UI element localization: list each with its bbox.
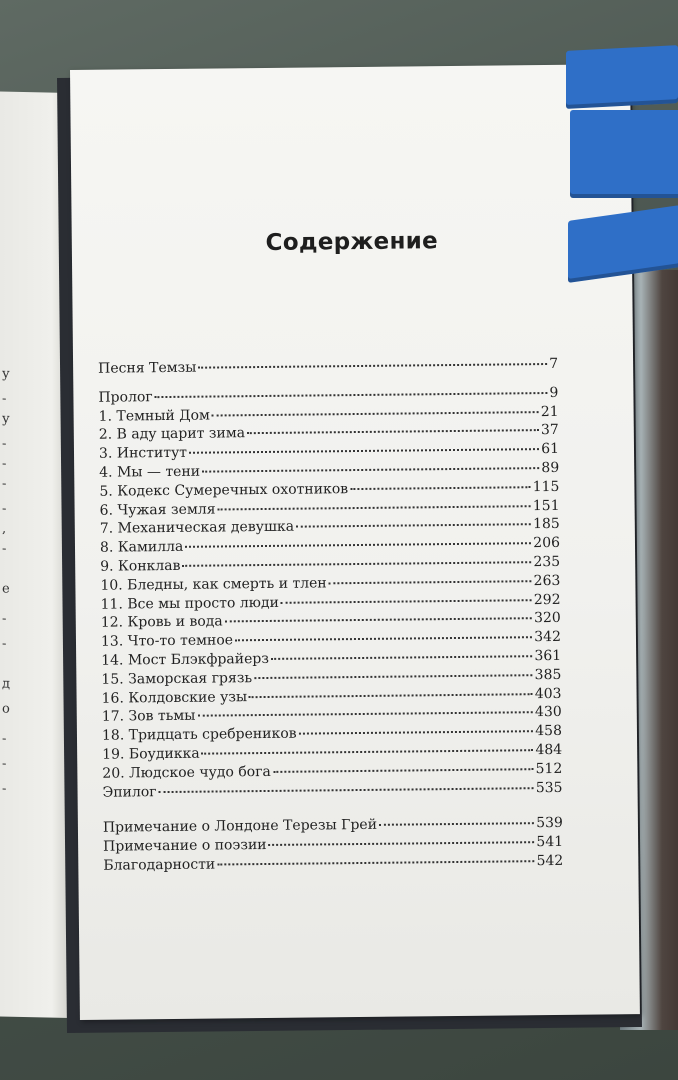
toc-entry-title: 13. Что-то темное xyxy=(100,632,234,650)
toc-leader-dots xyxy=(273,768,534,773)
toc-entry-title: 3. Институт xyxy=(98,444,188,462)
toc-group-chapters xyxy=(98,384,562,802)
toc-entry-page: 484 xyxy=(535,741,563,759)
toc-entry-page: 541 xyxy=(536,834,564,851)
toc-leader-dots xyxy=(269,841,535,846)
left-page-fragment: у xyxy=(2,366,10,382)
toc-entry-page: 61 xyxy=(541,441,560,458)
toc-leader-dots xyxy=(202,467,539,473)
toc-entry-title: Примечание о Лондоне Терезы Грей xyxy=(102,817,378,837)
toc-entry-title: 17. Зов тьмы xyxy=(101,708,196,726)
toc-leader-dots xyxy=(217,860,534,865)
left-page-fragment: - xyxy=(2,456,7,472)
toc-entry-page: 206 xyxy=(533,535,561,552)
toc-leader-dots xyxy=(198,363,547,369)
toc-leader-dots xyxy=(197,712,533,718)
left-page-fragment: - xyxy=(2,731,7,747)
toc-leader-dots xyxy=(225,618,532,623)
toc-leader-dots xyxy=(185,542,531,548)
left-page-fragment: у xyxy=(2,411,10,427)
toc-entry-page: 115 xyxy=(532,478,560,495)
toc-entry-page: 458 xyxy=(535,723,563,740)
toc-entry-page: 542 xyxy=(536,852,564,870)
left-page-fragment: - xyxy=(2,436,7,452)
toc-entry-title: 15. Заморская грязь xyxy=(101,669,253,688)
toc-entry-page: 403 xyxy=(534,685,562,702)
toc-entry-title: Песня Темзы xyxy=(98,359,197,377)
toc-entry-title: 9. Конклав xyxy=(100,557,181,575)
toc-leader-dots xyxy=(202,749,534,754)
toc-leader-dots xyxy=(249,693,533,698)
toc-entry-title: 4. Мы — тени xyxy=(99,463,201,481)
toc-entry-page: 263 xyxy=(533,572,561,589)
toc-entry-page: 535 xyxy=(535,779,563,796)
toc-entry-title: Эпилог xyxy=(102,783,157,801)
toc-entry-title: Примечание о поэзии xyxy=(103,837,267,855)
left-page-fragment: - xyxy=(2,636,7,652)
toc-entry-page: 151 xyxy=(532,497,560,514)
toc-entry-page: 37 xyxy=(540,422,559,439)
toc-entry-title: 10. Бледны, как смерть и тлен xyxy=(100,575,327,594)
toc-entry-title: 16. Колдовские узы xyxy=(101,688,248,707)
toc-leader-dots xyxy=(350,486,531,490)
left-page-fragment: - xyxy=(2,541,7,557)
toc-entry-title: Пролог xyxy=(98,388,153,406)
page-title: Содержение xyxy=(265,228,439,256)
toc-entry-page: 342 xyxy=(534,629,562,646)
toc-entry-title: 1. Темный Дом xyxy=(98,407,210,425)
toc-leader-dots xyxy=(159,787,534,793)
toc-entry-title: Благодарности xyxy=(103,856,216,874)
toc-entry xyxy=(103,852,563,876)
toc-entry-title: 19. Боудикка xyxy=(102,745,200,763)
toc-leader-dots xyxy=(296,524,531,528)
left-page-fragment: о xyxy=(2,701,10,717)
toc-leader-dots xyxy=(271,655,532,660)
toc-entry-page: 89 xyxy=(541,459,560,477)
toc-entry-title: 5. Кодекс Сумеречных охотников xyxy=(99,480,349,500)
toc-leader-dots xyxy=(218,505,531,510)
toc-leader-dots xyxy=(379,823,534,827)
toc-entry-title: 11. Все мы просто люди xyxy=(100,594,279,613)
toc-entry-title: 18. Тридцать сребреников xyxy=(101,725,297,744)
left-page-fragment: - xyxy=(2,611,7,627)
toc-leader-dots xyxy=(329,580,532,584)
toc-leader-dots xyxy=(155,392,548,398)
toc-entry-page: 320 xyxy=(533,610,561,627)
toc-leader-dots xyxy=(247,429,539,434)
left-page-fragment: д xyxy=(2,676,11,692)
toc-entry-page: 9 xyxy=(549,384,559,401)
toc-entry-title: 20. Людское чудо бога xyxy=(102,763,271,782)
toc-entry-page: 361 xyxy=(534,647,562,665)
toc-entry-page: 385 xyxy=(534,666,562,683)
toc-entry-page: 539 xyxy=(536,815,563,832)
toc-entry-page: 21 xyxy=(540,403,559,420)
left-page-fragment: е xyxy=(2,581,10,597)
left-page-fragment: - xyxy=(2,756,7,772)
toc-group-appendix xyxy=(103,814,564,875)
left-page-fragment: - xyxy=(2,781,7,797)
left-page-fragment: - xyxy=(2,476,7,492)
left-page-fragment: - xyxy=(2,391,7,407)
toc-entry-title: 7. Механическая девушка xyxy=(99,519,295,538)
toc-entry-page: 430 xyxy=(534,704,562,721)
toc-leader-dots xyxy=(235,636,532,641)
left-page-text-fragments xyxy=(0,91,20,1017)
table-of-contents xyxy=(98,355,563,876)
toc-entry-page: 7 xyxy=(549,355,559,372)
toc-leader-dots xyxy=(299,730,534,734)
toc-entry-page: 185 xyxy=(532,516,560,533)
left-page-fragment: - xyxy=(2,501,7,517)
toc-entry-page: 512 xyxy=(535,760,563,777)
toc-leader-dots xyxy=(182,561,531,567)
toc-entry-title: 8. Камилла xyxy=(99,539,184,556)
toc-entry-title: 12. Кровь и вода xyxy=(100,613,223,632)
toc-entry-title: 6. Чужая земля xyxy=(99,501,216,519)
toc-leader-dots xyxy=(212,411,539,416)
blue-clip xyxy=(566,48,678,278)
toc-entry-title: 14. Мост Блэкфрайерз xyxy=(101,650,270,669)
toc-leader-dots xyxy=(189,448,539,454)
toc-leader-dots xyxy=(254,674,533,679)
toc-leader-dots xyxy=(281,599,532,604)
left-page-fragment: , xyxy=(2,521,7,537)
toc-entry-page: 292 xyxy=(533,591,561,608)
toc-page xyxy=(70,64,640,1020)
toc-entry-page: 235 xyxy=(533,553,561,571)
toc-entry-title: 2. В аду царит зима xyxy=(98,425,246,444)
